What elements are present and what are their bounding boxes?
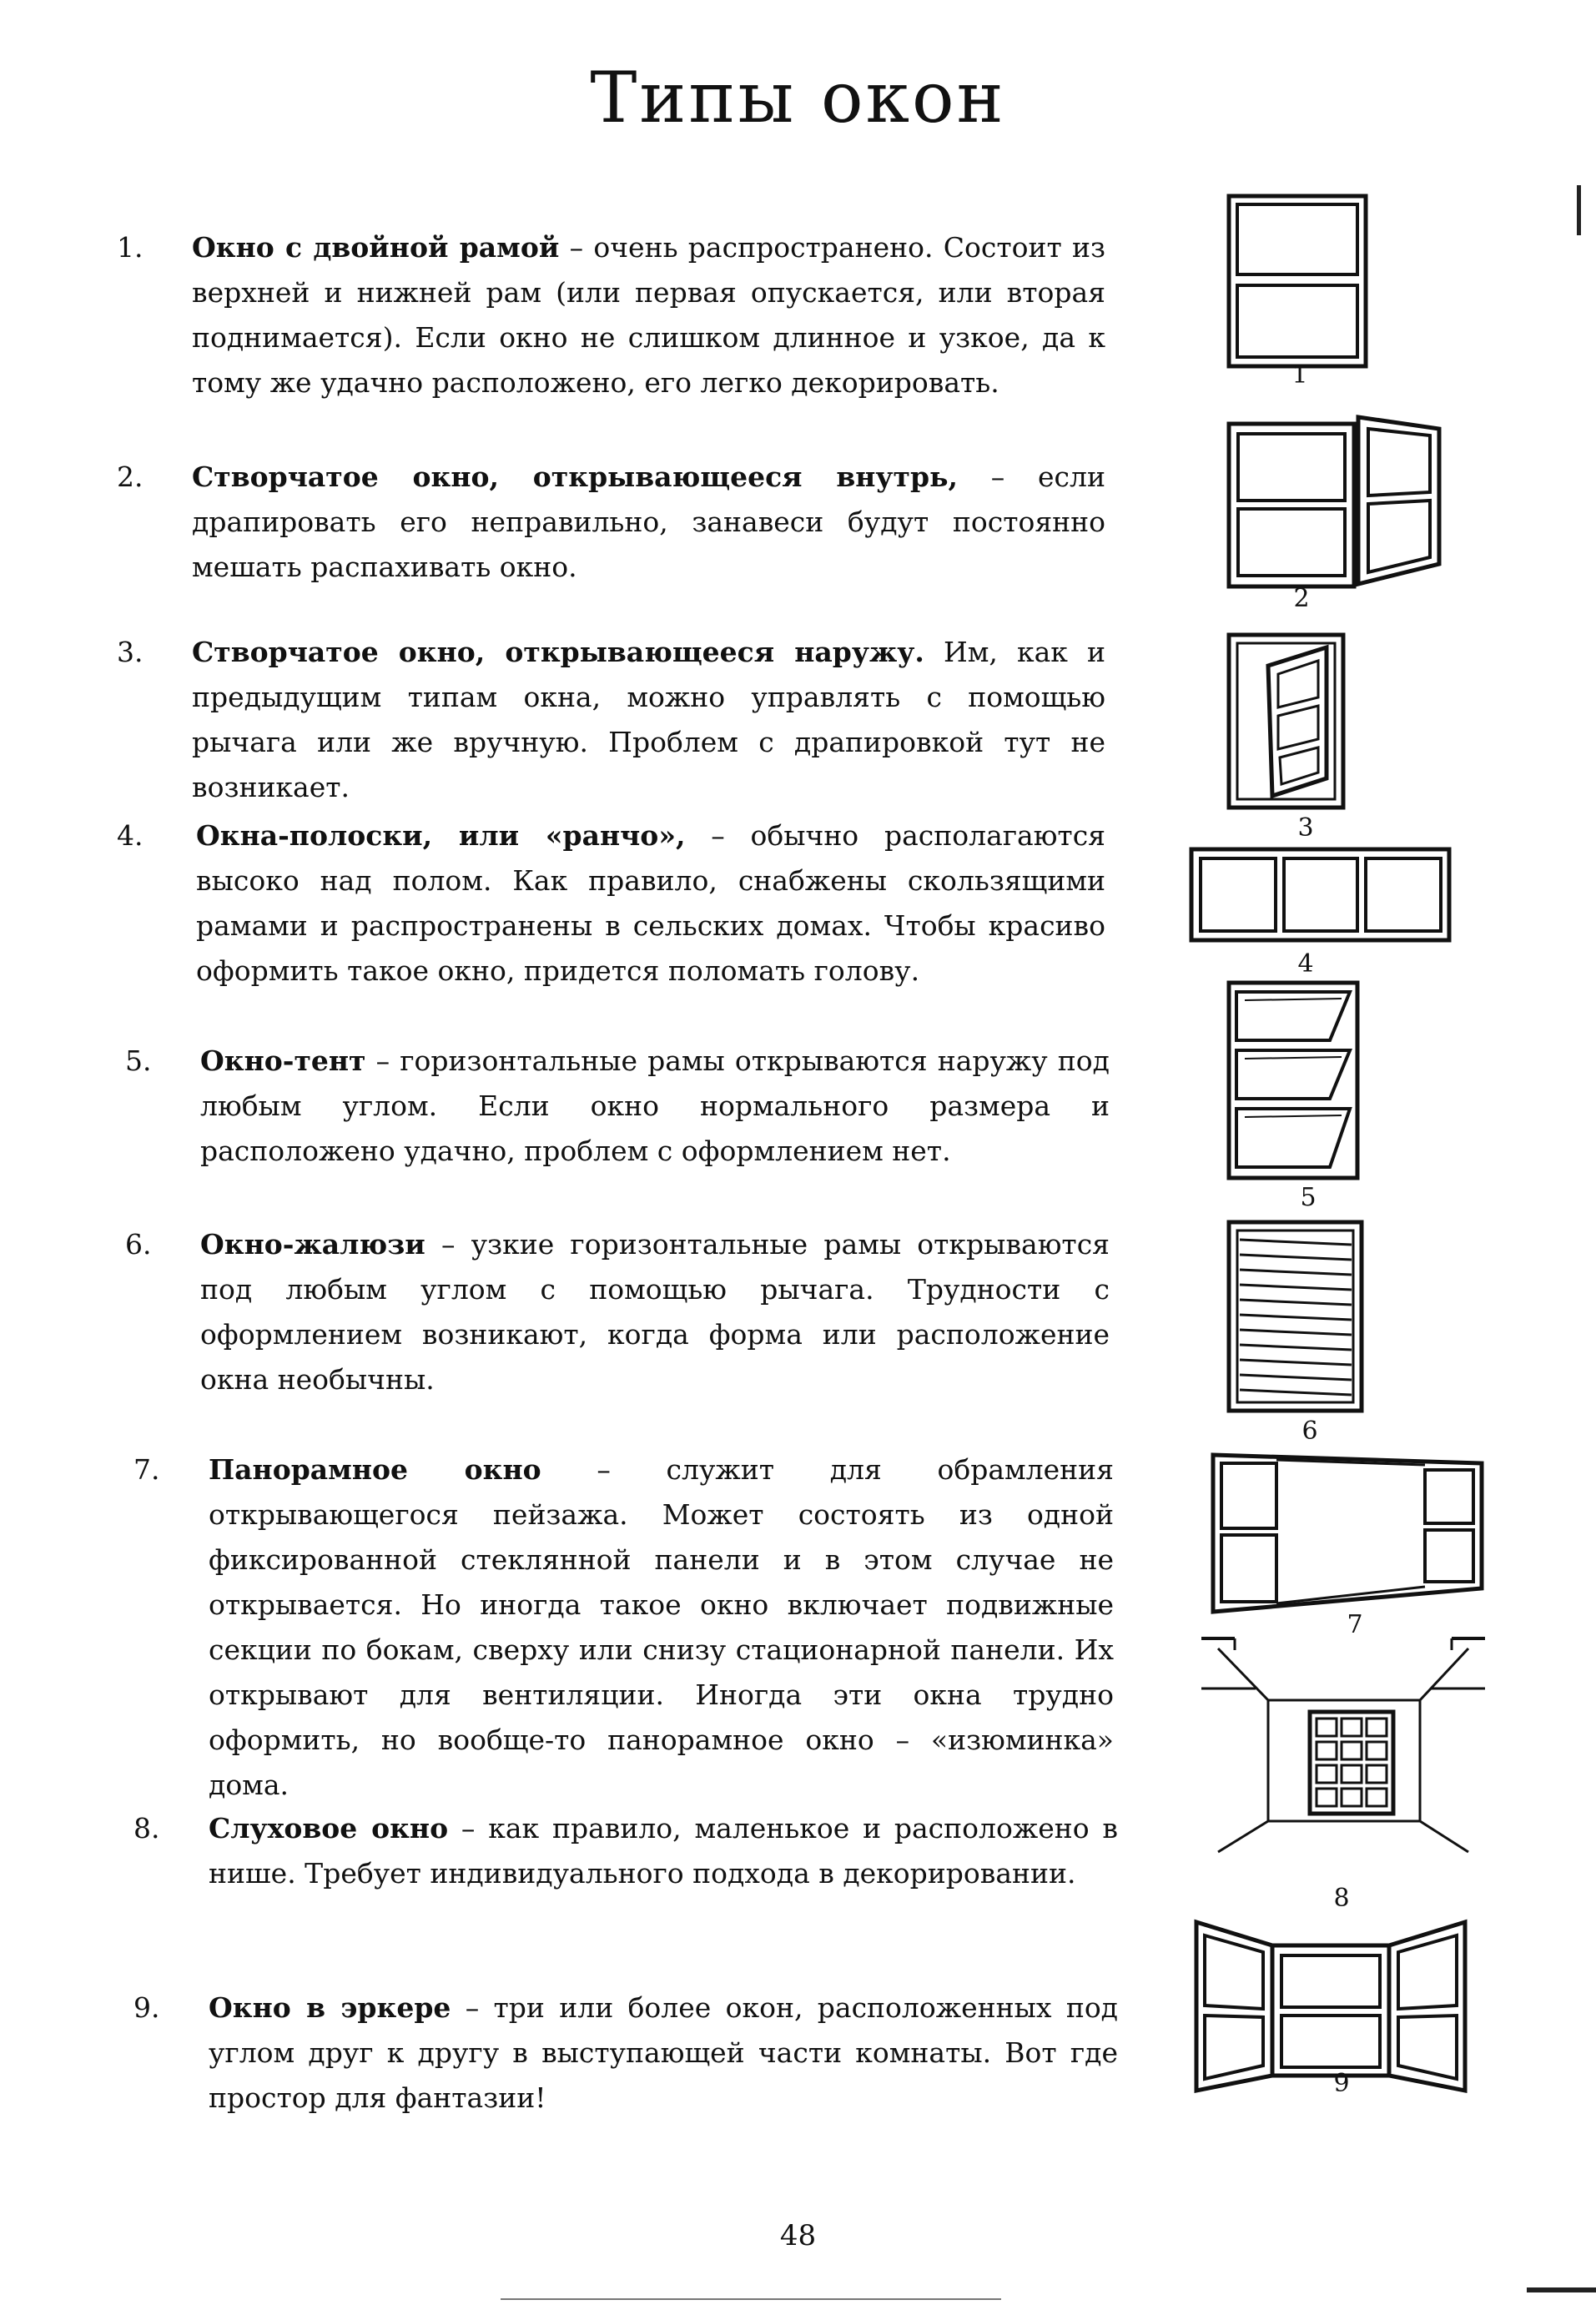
item-term: Створчатое окно, открывающееся внутрь, bbox=[192, 460, 958, 493]
item-term: Окно-тент bbox=[200, 1044, 366, 1077]
figure-label: 9 bbox=[1333, 2069, 1350, 2098]
item-text: – обычно располагаются высоко над полом. Как правило, снабжены скользящими рамами и распространены в сельских домах. Чтобы красиво оформить такое окно, придется поломать голову. bbox=[196, 819, 1105, 987]
figure-label: 5 bbox=[1300, 1183, 1317, 1212]
item-text: – служит для обрамления открывающегося пейзажа. Может состоять из одной фиксированной стеклянной панели и в этом случае не открывается. Но иногда такое окно включает подвижные секции по бокам, сверху или снизу стационарной панели. Их открывают для вентиляции. Иногда эти окна трудно оформить, но вообще-то панорамное окно – «изюминка» дома. bbox=[209, 1453, 1114, 1801]
item-text: – узкие горизонтальные рамы открываются под любым углом с помощью рычага. Трудности с оформлением возникают, когда форма или расположение окна необычны. bbox=[200, 1228, 1110, 1396]
item-text: – три или более окон, расположенных под углом друг к другу в выступающей части комнаты. Вот где простор для фантазии! bbox=[209, 1991, 1119, 2114]
figure-label: 6 bbox=[1301, 1417, 1318, 1446]
ribbon-window-icon bbox=[1189, 847, 1452, 943]
item-number: 9. bbox=[133, 1991, 160, 2024]
item-text: – как правило, маленькое и расположено в нише. Требует индивидуального подхода в декорировании. bbox=[209, 1812, 1118, 1890]
item-text: – очень распространено. Состоит из верхней и нижней рам (или первая опускается, или вторая поднимается). Если окно не слишком длинное и узкое, да к тому же удачно расположено, его легко декорировать. bbox=[192, 231, 1105, 399]
item-body bbox=[209, 1447, 1114, 1808]
item-number: 6. bbox=[125, 1228, 152, 1261]
item-number: 1. bbox=[117, 231, 143, 264]
figure-label: 3 bbox=[1297, 813, 1314, 843]
page-number: 48 bbox=[779, 2219, 817, 2252]
figure-label: 1 bbox=[1291, 360, 1308, 390]
casement-out-window-icon bbox=[1226, 632, 1347, 812]
figure-label: 4 bbox=[1297, 949, 1314, 979]
double-hung-window-icon bbox=[1226, 194, 1368, 369]
item-text: – если драпировать его неправильно, занавеси будут постоянно мешать распахивать окно. bbox=[192, 460, 1105, 583]
item-number: 5. bbox=[125, 1044, 152, 1077]
item-term: Панорамное окно bbox=[209, 1453, 541, 1486]
item-number: 7. bbox=[133, 1453, 160, 1486]
item-number: 4. bbox=[117, 819, 143, 852]
item-term: Створчатое окно, открывающееся наружу. bbox=[192, 636, 924, 668]
scan-mark bbox=[1527, 2287, 1596, 2292]
scan-mark bbox=[1577, 185, 1581, 235]
item-text: – горизонтальные рамы открываются наружу под любым углом. Если окно нормального размера и расположено удачно, проблем с оформлением нет. bbox=[200, 1044, 1110, 1167]
item-body bbox=[209, 1806, 1118, 1896]
item-body bbox=[192, 455, 1105, 590]
item-number: 3. bbox=[117, 636, 143, 668]
item-body bbox=[192, 225, 1105, 405]
item-body bbox=[192, 630, 1105, 810]
item-body bbox=[200, 1222, 1110, 1402]
figure-label: 7 bbox=[1347, 1610, 1363, 1639]
item-body bbox=[200, 1039, 1110, 1174]
item-term: Окно с двойной рамой bbox=[192, 231, 560, 264]
item-number: 2. bbox=[117, 460, 143, 493]
item-term: Слуховое окно bbox=[209, 1812, 449, 1844]
jalousie-window-icon bbox=[1226, 1220, 1364, 1413]
picture-window-icon bbox=[1210, 1452, 1485, 1618]
item-body bbox=[196, 813, 1105, 994]
item-term: Окно в эркере bbox=[209, 1991, 451, 2024]
bay-window-icon bbox=[1193, 1919, 1468, 2094]
awning-window-icon bbox=[1226, 980, 1360, 1180]
item-text: Им, как и предыдущим типам окна, можно управлять с помощью рычага или же вручную. Проблем с драпировкой тут не возникает. bbox=[192, 636, 1105, 803]
item-term: Окно-жалюзи bbox=[200, 1228, 425, 1261]
dormer-window-icon bbox=[1201, 1633, 1485, 1884]
casement-in-window-icon bbox=[1226, 409, 1443, 592]
item-term: Окна-полоски, или «ранчо», bbox=[196, 819, 686, 852]
item-number: 8. bbox=[133, 1812, 160, 1844]
figure-label: 2 bbox=[1293, 584, 1310, 613]
figure-label: 8 bbox=[1333, 1884, 1350, 1913]
item-body bbox=[209, 1985, 1118, 2121]
scan-mark bbox=[501, 2298, 1001, 2300]
page-title: Типы окон bbox=[590, 57, 1006, 138]
